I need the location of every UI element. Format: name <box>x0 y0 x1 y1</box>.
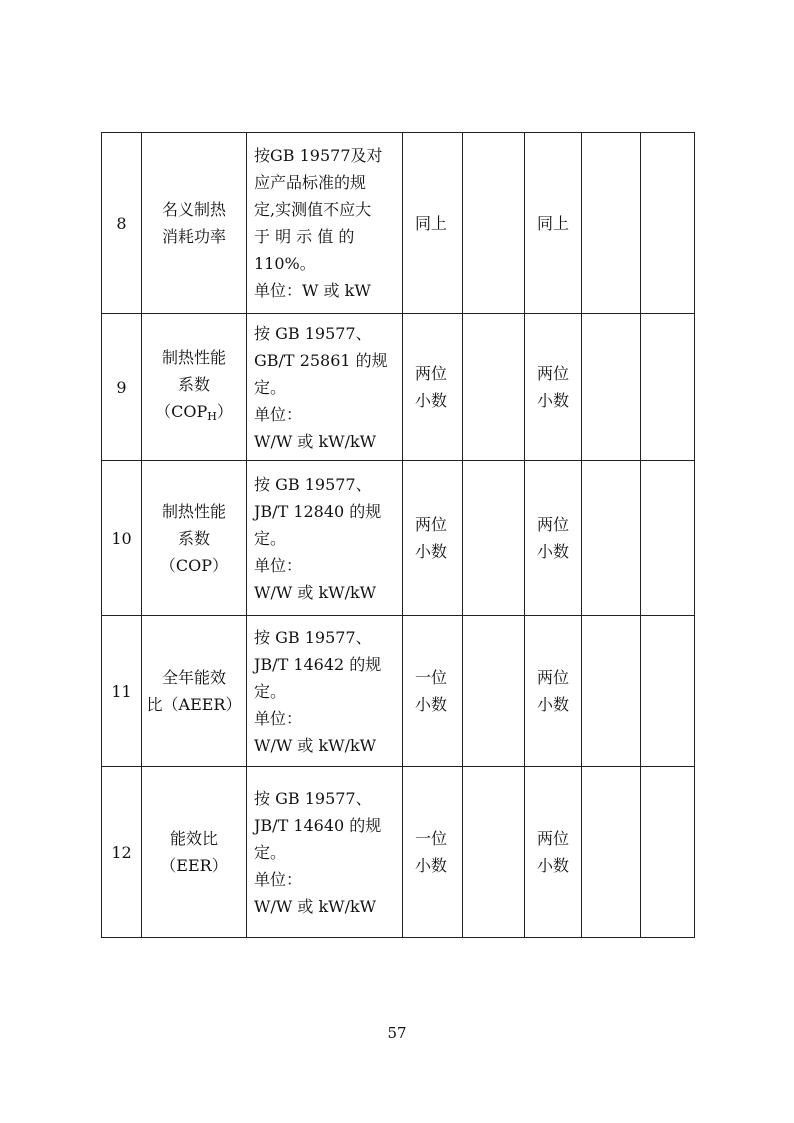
item-requirement <box>247 314 403 461</box>
precision-line: 小数 <box>537 391 570 410</box>
empty-cell <box>463 616 525 767</box>
item-number: 9 <box>102 314 142 461</box>
item-name <box>142 133 247 314</box>
req-line: 定。 <box>254 528 287 548</box>
precision-cell <box>403 616 463 767</box>
empty-cell <box>582 767 641 938</box>
item-name-line: 系数 <box>177 528 210 548</box>
item-name-line: 制热性能 <box>161 348 226 367</box>
req-line: 110%。 <box>254 254 316 273</box>
precision-line: 两位 <box>415 364 448 383</box>
precision-line: 小数 <box>537 695 570 714</box>
req-line: 单位： <box>254 869 303 889</box>
precision-line: 两位 <box>537 829 570 848</box>
req-line: 按 GB 19577、 <box>254 474 372 494</box>
req-line: GB/T 25861 的规 <box>254 350 388 370</box>
req-line: W/W 或 kW/kW <box>254 735 377 755</box>
precision-line: 小数 <box>415 856 448 875</box>
item-number: 12 <box>102 767 142 938</box>
item-number: 10 <box>102 461 142 616</box>
req-line: 单位：W 或 kW <box>254 281 371 300</box>
item-name-line: 能效比 <box>169 829 218 848</box>
item-name-line: （EER） <box>160 856 228 875</box>
precision-cell <box>403 767 463 938</box>
table-row <box>102 616 695 767</box>
req-line: JB/T 12840 的规 <box>254 501 382 521</box>
precision-line: 小数 <box>415 391 448 410</box>
table-row <box>102 461 695 616</box>
precision-line: 两位 <box>537 364 570 383</box>
item-name-line: （COP） <box>159 555 229 575</box>
precision-line: 两位 <box>537 668 570 687</box>
empty-cell <box>641 133 695 314</box>
item-name-line: 制热性能 <box>161 501 226 521</box>
req-line: 按 GB 19577、 <box>254 323 372 343</box>
precision-cell <box>525 616 582 767</box>
req-line: 单位： <box>254 555 303 575</box>
empty-cell <box>463 461 525 616</box>
req-line: 应产品标准的规 <box>254 173 367 192</box>
precision-cell: 同上 <box>525 133 582 314</box>
table-row <box>102 314 695 461</box>
empty-cell <box>463 767 525 938</box>
precision-line: 小数 <box>415 542 448 561</box>
empty-cell <box>582 461 641 616</box>
req-line: W/W 或 kW/kW <box>254 431 377 451</box>
item-name-line: 全年能效 <box>161 668 226 687</box>
empty-cell <box>463 133 525 314</box>
empty-cell <box>641 767 695 938</box>
item-name-paren-end: ） <box>216 402 233 421</box>
precision-line: 一位 <box>415 668 448 687</box>
precision-cell: 同上 <box>403 133 463 314</box>
item-name-paren: （COP <box>155 402 208 421</box>
item-name-line: 系数 <box>177 375 210 394</box>
empty-cell <box>582 314 641 461</box>
req-line: 按 GB 19577、 <box>254 788 372 808</box>
item-requirement <box>247 461 403 616</box>
req-line: 定。 <box>254 842 287 862</box>
req-line: 定,实测值不应大 <box>254 200 372 219</box>
req-line: JB/T 14642 的规 <box>254 654 382 674</box>
precision-cell <box>403 314 463 461</box>
empty-cell <box>641 616 695 767</box>
precision-line: 两位 <box>537 515 570 534</box>
item-requirement <box>247 767 403 938</box>
table-row <box>102 767 695 938</box>
precision-line: 两位 <box>415 515 448 534</box>
req-line: 于 明 示 值 的 <box>254 227 355 246</box>
empty-cell <box>641 461 695 616</box>
precision-cell <box>525 767 582 938</box>
req-line: JB/T 14640 的规 <box>254 815 382 835</box>
precision-line: 小数 <box>537 542 570 561</box>
req-line: 按GB 19577及对 <box>254 146 383 165</box>
item-number: 11 <box>102 616 142 767</box>
req-line: 定。 <box>254 377 287 397</box>
empty-cell <box>582 616 641 767</box>
subscript: H <box>207 410 217 423</box>
req-line: W/W 或 kW/kW <box>254 896 377 916</box>
empty-cell <box>463 314 525 461</box>
item-requirement <box>247 133 403 314</box>
req-line: 定。 <box>254 681 287 701</box>
empty-cell <box>641 314 695 461</box>
item-name <box>142 461 247 616</box>
req-line: 单位： <box>254 404 303 424</box>
precision-cell <box>525 314 582 461</box>
precision-line: 小数 <box>415 695 448 714</box>
req-line: 单位： <box>254 708 303 728</box>
page-number: 57 <box>387 1024 407 1042</box>
precision-cell <box>403 461 463 616</box>
item-requirement <box>247 616 403 767</box>
precision-line: 小数 <box>537 856 570 875</box>
req-line: 按 GB 19577、 <box>254 627 372 647</box>
req-line: W/W 或 kW/kW <box>254 582 377 602</box>
item-name <box>142 616 247 767</box>
item-name-line: 名义制热 <box>161 200 226 219</box>
item-name-line: 比（AEER） <box>146 695 242 714</box>
item-name-line <box>142 398 246 430</box>
precision-cell <box>525 461 582 616</box>
empty-cell <box>582 133 641 314</box>
precision-line: 一位 <box>415 829 448 848</box>
item-name <box>142 767 247 938</box>
table-row <box>102 133 695 314</box>
item-name <box>142 314 247 461</box>
item-name-line: 消耗功率 <box>161 227 226 246</box>
item-number: 8 <box>102 133 142 314</box>
spec-table <box>101 132 695 938</box>
